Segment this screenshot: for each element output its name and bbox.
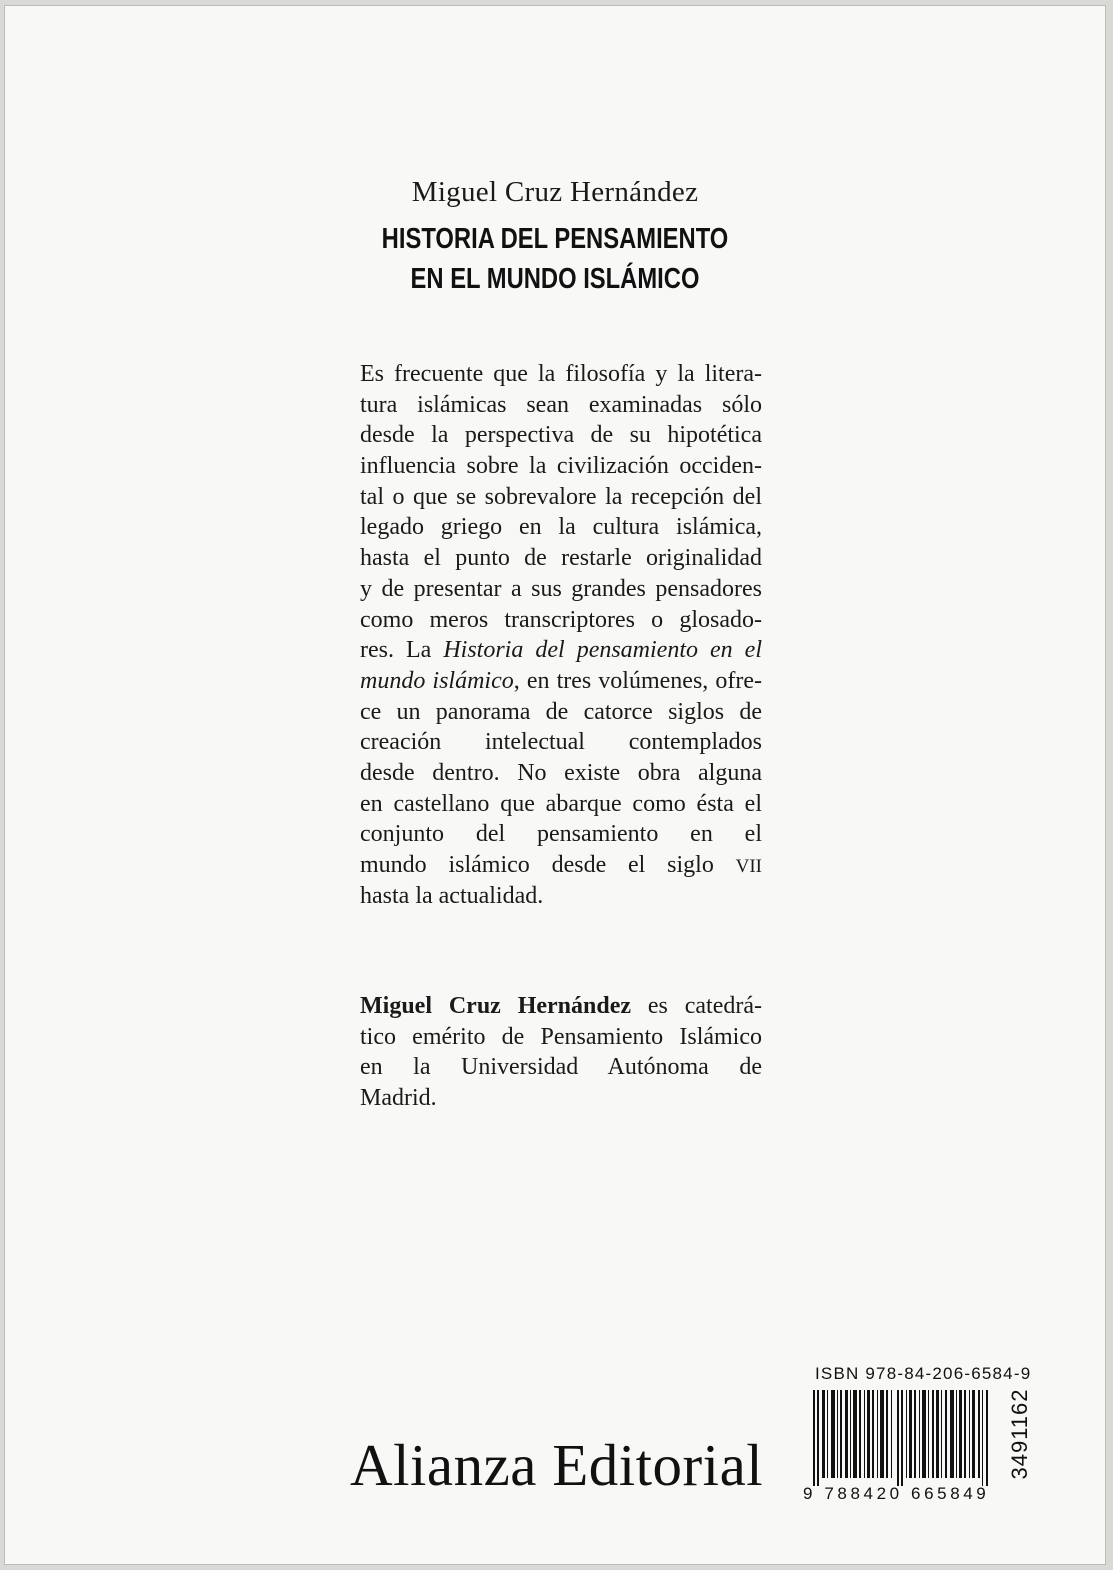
blurb-line (360, 635, 762, 666)
blurb-line: tal o que se sobrevalore la recepción del (360, 483, 762, 510)
bio-line: Madrid. (360, 1085, 437, 1112)
author-name: Miguel Cruz Hernández (411, 176, 699, 208)
blurb-line: creación intelectual contemplados (360, 729, 762, 756)
isbn-text: ISBN 978-84-206-6584-9 (815, 1364, 1032, 1383)
blurb-line: Es frecuente que la filosofía y la litera- (360, 361, 762, 387)
blurb-italic-title: mundo islámico (360, 667, 514, 694)
bio-line: en la Universidad Autónoma de (360, 1054, 762, 1081)
blurb-line: hasta la actualidad. (360, 882, 544, 909)
blurb-line: en castellano que abarque como ésta el (360, 790, 762, 817)
blurb-text-run: res. La (360, 637, 444, 664)
blurb-italic-title: Historia del pensamiento en el (443, 637, 763, 664)
author-bio (360, 991, 762, 1114)
barcode-digits: 9 788420 665849 (803, 1484, 990, 1503)
vertical-code-text: 3491162 (1007, 1388, 1032, 1480)
bio-line (360, 991, 762, 1022)
blurb-line: ce un panorama de catorce siglos de (360, 698, 762, 725)
blurb-line: como meros transcriptores o glosado- (360, 606, 762, 633)
blurb-line: desde la perspectiva de su hipotética (360, 422, 762, 449)
blurb-line: y de presentar a sus grandes pensadores (360, 575, 762, 602)
century-numeral: VII (735, 856, 762, 877)
bio-text-run: es catedrá- (631, 993, 762, 1019)
back-cover (4, 5, 1106, 1565)
barcode-image (813, 1390, 991, 1486)
bio-line: tico emérito de Pensamiento Islámico (360, 1023, 762, 1050)
bio-author-name: Miguel Cruz Hernández (360, 993, 632, 1019)
vertical-code (1007, 1378, 1033, 1490)
blurb-text-run: mundo islámico desde el siglo (360, 852, 736, 878)
blurb-line: tura islámicas sean examinadas sólo (360, 391, 762, 418)
publisher-name: Alianza Editorial (350, 1432, 764, 1498)
book-title (104, 219, 1006, 299)
title-line-1: HISTORIA DEL PENSAMIENTO (381, 223, 729, 255)
title-line-2: EN EL MUNDO ISLÁMICO (410, 263, 700, 295)
blurb-line: conjunto del pensamiento en el (360, 821, 762, 848)
blurb-line (360, 850, 762, 881)
blurb-text-run: , en tres volúmenes, ofre- (513, 667, 762, 694)
blurb-line (360, 666, 762, 697)
blurb-line: influencia sobre la civilización occiden- (360, 453, 762, 480)
blurb-text (360, 359, 762, 911)
blurb-line: desde dentro. No existe obra alguna (360, 759, 762, 786)
blurb-line: legado griego en la cultura islámica, (360, 514, 762, 541)
blurb-line: hasta el punto de restarle originalidad (360, 545, 762, 572)
